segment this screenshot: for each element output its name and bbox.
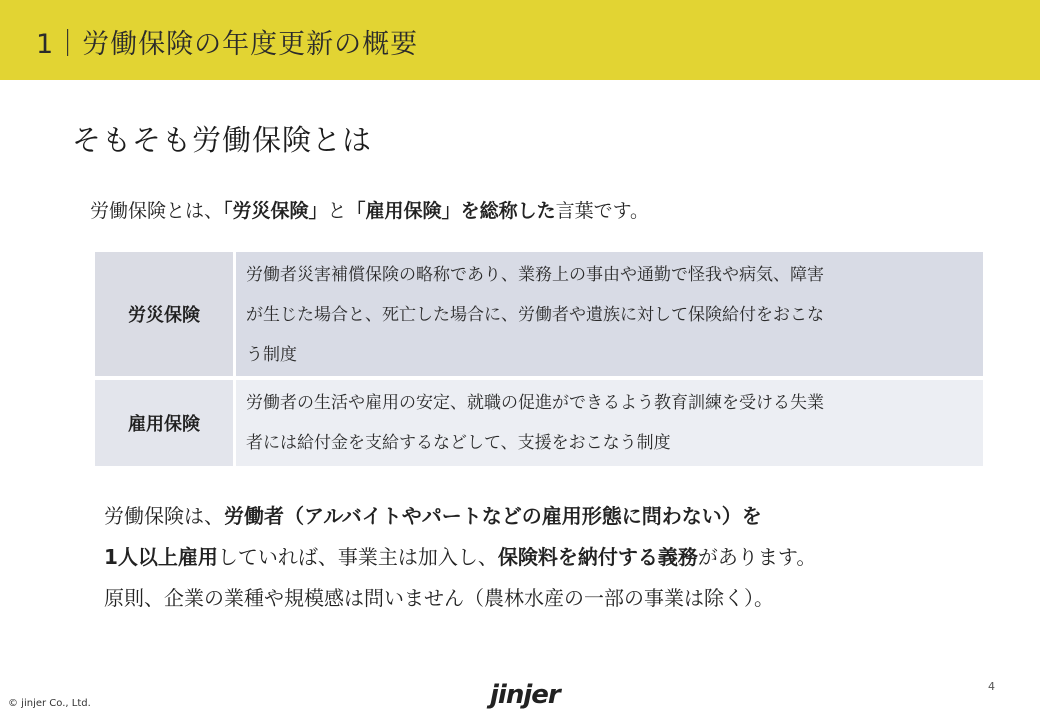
description-line: う制度 xyxy=(246,345,297,365)
summary-line-1 xyxy=(104,496,816,537)
intro-term-koyou: 「雇用保険」 xyxy=(346,200,461,222)
description-line: 労働者災害補償保険の略称であり、業務上の事由や通勤で怪我や病気、障害 xyxy=(246,265,824,285)
intro-mid: と xyxy=(327,200,347,222)
description-cell xyxy=(236,252,983,376)
section-title: そもそも労働保険とは xyxy=(72,123,373,157)
table-row xyxy=(95,380,983,466)
summary-text xyxy=(104,496,816,619)
description-cell xyxy=(236,380,983,466)
summary-line2-suffix: があります。 xyxy=(697,545,817,569)
slide-title: 1｜労働保険の年度更新の概要 xyxy=(36,29,419,60)
intro-term-rousai: 「労災保険」 xyxy=(223,200,328,222)
summary-line1-prefix: 労働保険は、 xyxy=(104,504,224,528)
description-line: 者には給付金を支給するなどして、支援をおこなう制度 xyxy=(246,433,671,453)
intro-bold-tail: を総称した xyxy=(460,200,556,222)
description-line: が生じた場合と、死亡した場合に、労働者や遺族に対して保険給付をおこな xyxy=(246,305,824,325)
intro-suffix: 言葉です。 xyxy=(555,200,650,222)
intro-text xyxy=(90,196,649,223)
summary-line-2 xyxy=(104,537,816,578)
term-cell: 労災保険 xyxy=(95,252,233,376)
summary-line-3: 原則、企業の業種や規模感は問いません（農林水産の一部の事業は除く）。 xyxy=(104,586,774,610)
summary-line2-bold1: 1人以上雇用 xyxy=(104,545,218,569)
summary-line1-bold: 労働者（アルバイトやパートなどの雇用形態に問わない）を xyxy=(224,504,762,528)
summary-line2-bold2: 保険料を納付する義務 xyxy=(497,545,698,569)
jinjer-logo: jinjer xyxy=(490,680,560,710)
term-cell: 雇用保険 xyxy=(95,380,233,466)
intro-prefix: 労働保険とは、 xyxy=(90,200,224,222)
summary-line2-mid: していれば、事業主は加入し、 xyxy=(217,545,498,569)
definition-table xyxy=(95,252,983,466)
copyright-text: © jinjer Co., Ltd. xyxy=(8,698,91,709)
table-row xyxy=(95,252,983,376)
page-number: 4 xyxy=(988,680,995,693)
description-line: 労働者の生活や雇用の安定、就職の促進ができるよう教育訓練を受ける失業 xyxy=(246,393,824,413)
